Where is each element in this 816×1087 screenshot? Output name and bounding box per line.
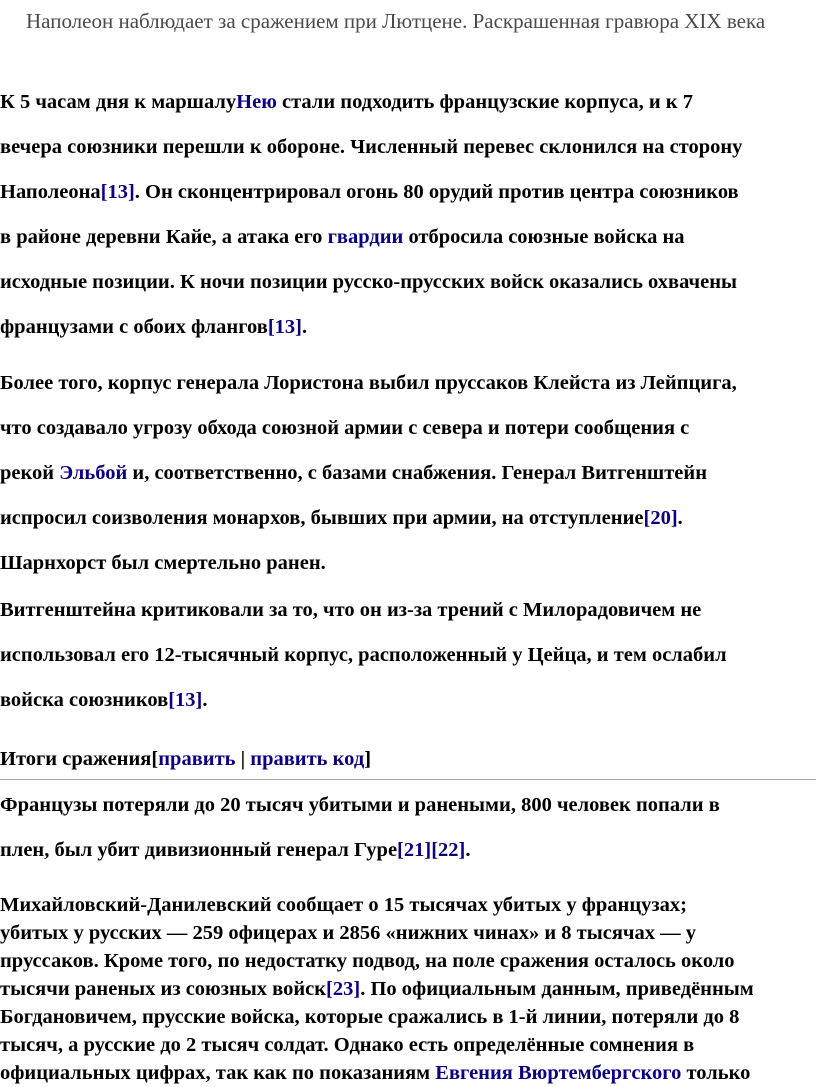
text-line: Шарнхорст был смертельно ранен. [0, 552, 326, 574]
text-line: испросил соизволения монархов, бывших при армии, на отступление[20]. [0, 507, 683, 529]
link-elbe[interactable]: Эльбой [59, 462, 128, 484]
reference-link-20[interactable]: [20] [643, 507, 678, 529]
section-title: Итоги сражения [0, 748, 152, 770]
section-heading-results: Итоги сражения[править | править код] [0, 748, 372, 770]
reference-link-23[interactable]: [23] [326, 978, 361, 1000]
paragraph-lauriston [0, 361, 816, 586]
text-line: французами с обоих флангов[13]. [0, 316, 308, 338]
reference-link-13[interactable]: [13] [100, 181, 135, 203]
text-line: Витгенштейна критиковали за то, что он из-за трений с Милорадовичем не [0, 599, 702, 621]
reference-link-13[interactable]: [13] [168, 689, 203, 711]
text-line: тысяч, а русские до 2 тысяч солдат. Однако есть определённые сомнения в [0, 1034, 695, 1056]
paragraph-battle-evening [0, 80, 816, 350]
text-line: убитых у русских — 259 офицерах и 2856 «нижних чинах» и 8 тысячах — у [0, 922, 696, 944]
reference-link-21[interactable]: [21] [397, 839, 432, 861]
text-line: вечера союзники перешли к обороне. Численный перевес склонился на сторону [0, 136, 743, 158]
text-line: в районе деревни Кайе, а атака его гвардии отбросила союзные войска на [0, 226, 685, 248]
image-caption: Наполеон наблюдает за сражением при Лютцене. Раскрашенная гравюра XIX века [26, 9, 766, 33]
text-line: тысячи раненых из союзных войск[23]. По официальным данным, приведённым [0, 978, 754, 1000]
reference-link-13[interactable]: [13] [267, 316, 302, 338]
text-line: Михайловский-Данилевский сообщает о 15 тысячах убитых у французах; [0, 894, 687, 916]
text-line: использовал его 12-тысячный корпус, расположенный у Цейца, и тем ослабил [0, 644, 727, 666]
text-line: войска союзников[13]. [0, 689, 208, 711]
text-line: Французы потеряли до 20 тысяч убитыми и ранеными, 800 человек попали в [0, 794, 720, 816]
text-line: официальных цифрах, так как по показаниям Евгения Вюртембергского только [0, 1062, 751, 1084]
text-line: пруссаков. Кроме того, по недостатку подвод, на поле сражения осталось около [0, 950, 735, 972]
link-guard[interactable]: гвардии [327, 226, 404, 248]
text-line: исходные позиции. К ночи позиции русско-прусских войск оказались охвачены [0, 271, 738, 293]
text-line: Богдановичем, прусские войска, которые сражались в 1-й линии, потеряли до 8 [0, 1006, 740, 1028]
paragraph-french-losses [0, 783, 816, 873]
paragraph-mikhailovsky [0, 891, 816, 1087]
text-line: плен, был убит дивизионный генерал Гуре[21][22]. [0, 839, 471, 861]
text-line: Более того, корпус генерала Лористона выбил пруссаков Клейста из Лейпцига, [0, 372, 737, 394]
text-line: Наполеона[13]. Он сконцентрировал огонь 80 орудий против центра союзников [0, 181, 739, 203]
section-divider [0, 779, 816, 780]
text-line: рекой Эльбой и, соответственно, с базами снабжения. Генерал Витгенштейн [0, 462, 708, 484]
link-eugen-wurttemberg[interactable]: Евгения Вюртембергского [435, 1062, 682, 1084]
text-line: что создавало угрозу обхода союзной армии с севера и потери сообщения с [0, 417, 690, 439]
link-ney[interactable]: Нею [236, 91, 277, 113]
edit-link[interactable]: править [158, 748, 236, 770]
text-line: К 5 часам дня к маршалуНею стали подходить французские корпуса, и к 7 [0, 91, 693, 113]
edit-code-link[interactable]: править код [250, 748, 365, 770]
paragraph-wittgenstein [0, 588, 816, 723]
reference-link-22[interactable]: [22] [431, 839, 466, 861]
